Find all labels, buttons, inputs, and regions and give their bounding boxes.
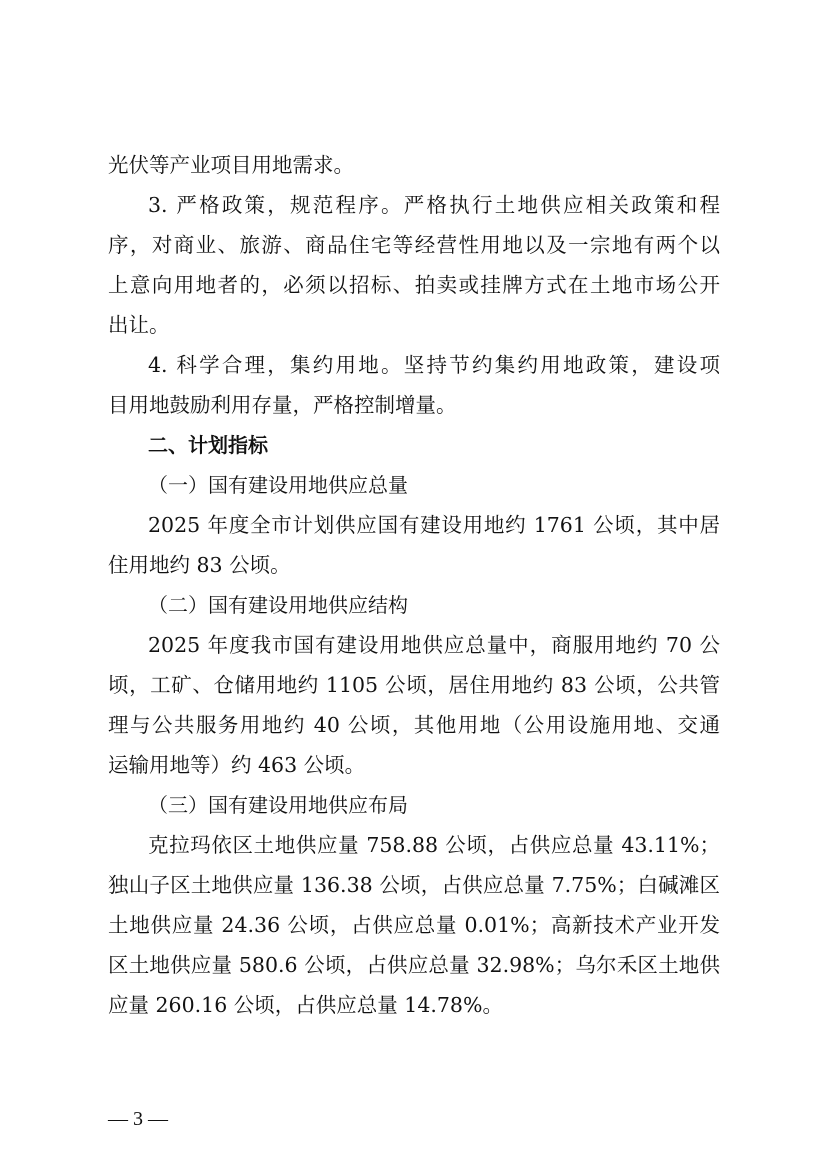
paragraph-line: 2025 年度全市计划供应国有建设用地约 1761 公顷，其中居 bbox=[148, 513, 720, 537]
paragraph-line: 上意向用地者的，必须以招标、拍卖或挂牌方式在土地市场公开 bbox=[108, 273, 720, 297]
paragraph-line: 3. 严格政策，规范程序。严格执行土地供应相关政策和程 bbox=[148, 193, 720, 217]
paragraph-line: 出让。 bbox=[108, 313, 170, 337]
paragraph-line: 独山子区土地供应量 136.38 公顷，占供应总量 7.75%；白碱滩区 bbox=[108, 873, 720, 897]
page-number: — 3 — bbox=[108, 1108, 168, 1130]
paragraph-line: 2025 年度我市国有建设用地供应总量中，商服用地约 70 公 bbox=[148, 633, 720, 657]
paragraph-line: 理与公共服务用地约 40 公顷，其他用地（公用设施用地、交通 bbox=[108, 713, 720, 737]
subsection-heading: （一）国有建设用地供应总量 bbox=[148, 473, 408, 497]
paragraph-line: 序，对商业、旅游、商品住宅等经营性用地以及一宗地有两个以 bbox=[108, 233, 720, 257]
paragraph-line: 住用地约 83 公顷。 bbox=[108, 553, 291, 577]
subsection-heading: （二）国有建设用地供应结构 bbox=[148, 593, 408, 617]
paragraph-line: 应量 260.16 公顷，占供应总量 14.78%。 bbox=[108, 993, 503, 1017]
paragraph-line: 运输用地等）约 463 公顷。 bbox=[108, 753, 366, 777]
paragraph-line: 区土地供应量 580.6 公顷，占供应总量 32.98%；乌尔禾区土地供 bbox=[108, 953, 720, 977]
paragraph-line: 光伏等产业项目用地需求。 bbox=[108, 153, 354, 177]
paragraph-line: 土地供应量 24.36 公顷，占供应总量 0.01%；高新技术产业开发 bbox=[108, 913, 720, 937]
subsection-heading: （三）国有建设用地供应布局 bbox=[148, 793, 408, 817]
section-heading: 二、计划指标 bbox=[148, 433, 268, 457]
paragraph-line: 目用地鼓励利用存量，严格控制增量。 bbox=[108, 393, 457, 417]
paragraph-line: 克拉玛依区土地供应量 758.88 公顷，占供应总量 43.11%； bbox=[148, 833, 720, 857]
paragraph-line: 顷，工矿、仓储用地约 1105 公顷，居住用地约 83 公顷，公共管 bbox=[108, 673, 720, 697]
paragraph-line: 4. 科学合理，集约用地。坚持节约集约用地政策，建设项 bbox=[148, 353, 720, 377]
